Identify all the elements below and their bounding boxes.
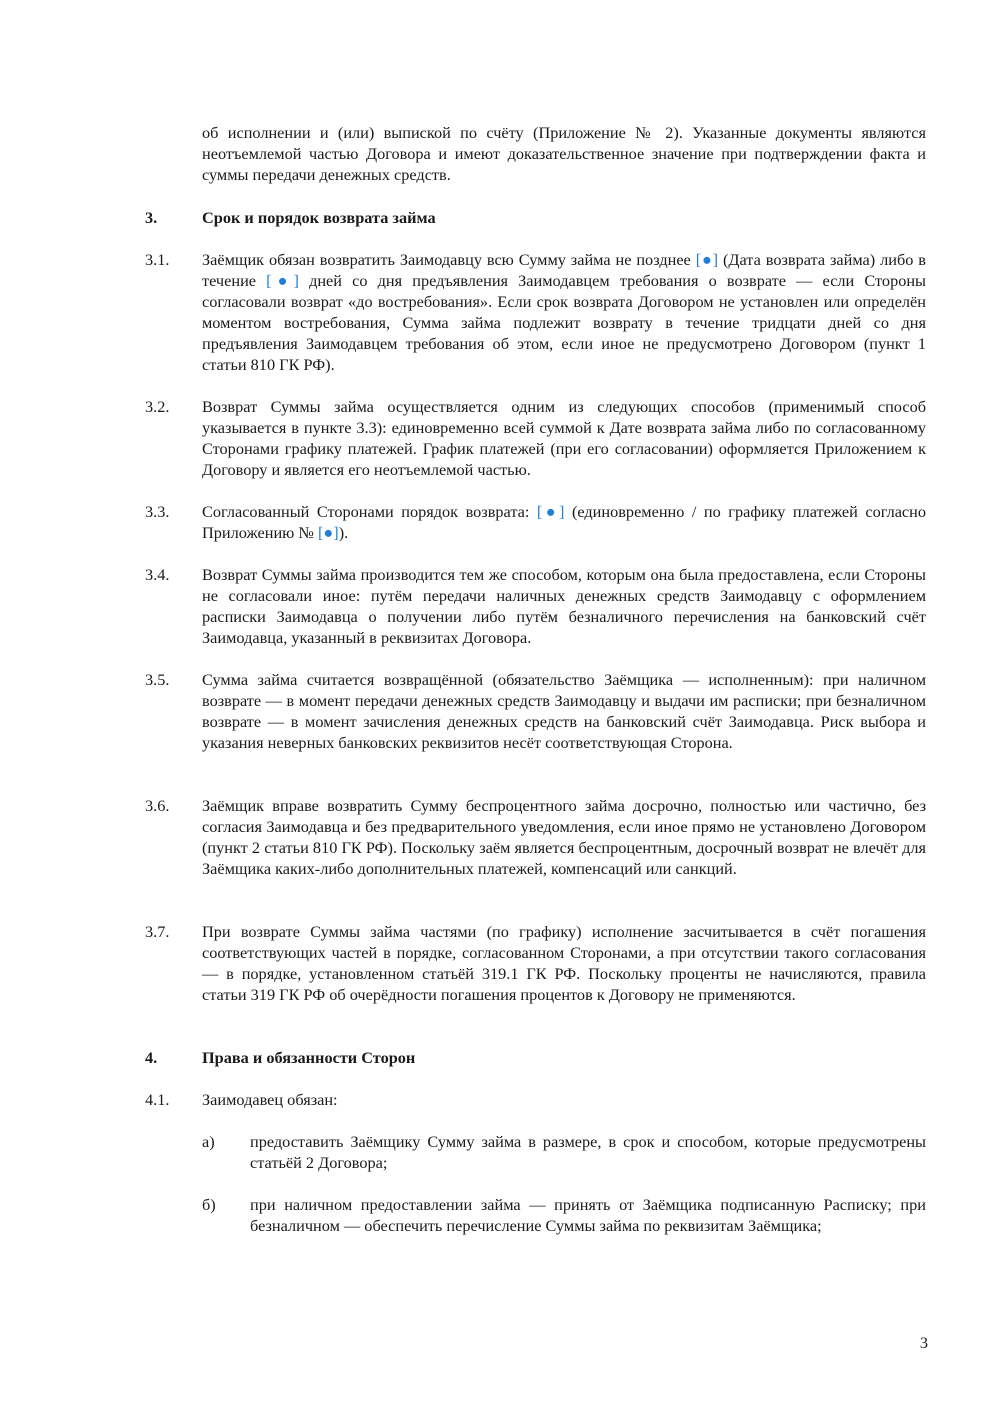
clause-3-1-number: 3.1. xyxy=(145,250,170,269)
placeholder-days[interactable]: [●] xyxy=(266,271,299,290)
section-3-title: Срок и порядок возврата займа xyxy=(202,208,436,227)
clause-3-4-text: Возврат Суммы займа производится тем же способом, которым она была предоставлена, если Стороны не согласовали иное: путём передачи наличных денежных средств Заимодавцу с оформлением расписки Заимодавца о получении либо путём безналичного перечисления на банковский счёт Заимодавца, указанный в реквизитах Договора. xyxy=(202,565,926,647)
clause-4-1-text: Заимодавец обязан: xyxy=(202,1090,338,1109)
subitem-b-text: при наличном предоставлении займа — принять от Заёмщика подписанную Расписку; при безналичном — обеспечить перечисление Суммы займа по реквизитам Заёмщика; xyxy=(250,1195,926,1235)
clause-3-6-text: Заёмщик вправе возвратить Сумму беспроцентного займа досрочно, полностью или частично, без согласия Заимодавца и без предварительного уведомления, если иное прямо не установлено Договором (пункт 2 статьи 810 ГК РФ). Поскольку заём является беспроцентным, досрочный возврат не влечёт для Заёмщика каких-либо дополнительных платежей, компенсаций или санкций. xyxy=(202,796,926,878)
intro-paragraph: об исполнении и (или) выпиской по счёту (Приложение № 2). Указанные документы являются неотъемлемой частью Договора и имеют доказательственное значение при подтверждении факта и суммы передачи денежных средств. xyxy=(202,123,926,184)
section-3-number: 3. xyxy=(145,208,158,227)
clause-3-7-number: 3.7. xyxy=(145,922,170,941)
subitem-b-letter: б) xyxy=(202,1195,216,1214)
clause-3-7-text: При возврате Суммы займа частями (по графику) исполнение засчитывается в счёт погашения соответствующих частей в порядке, согласованном Сторонами, а при отсутствии такого согласования — в порядке, установленном статьёй 319.1 ГК РФ. Поскольку проценты не начисляются, правила статьи 319 ГК РФ об очерёдности погашения процентов к Договору не применяются. xyxy=(202,922,926,1004)
placeholder-return-date[interactable]: [●] xyxy=(695,250,719,269)
clause-3-5-number: 3.5. xyxy=(145,670,170,689)
clause-3-3-text: Согласованный Сторонами порядок возврата: [●] (единовременно / по графику платежей согласно Приложению № [●]). xyxy=(202,502,926,542)
subitem-a-text: предоставить Заёмщику Сумму займа в размере, в срок и способом, которые предусмотрены статьёй 2 Договора; xyxy=(250,1132,926,1172)
clause-3-3-number: 3.3. xyxy=(145,502,170,521)
placeholder-appendix-number[interactable]: [●] xyxy=(318,523,339,542)
clause-3-4-number: 3.4. xyxy=(145,565,170,584)
placeholder-return-order[interactable]: [●] xyxy=(536,502,565,521)
clause-3-1-text: Заёмщик обязан возвратить Заимодавцу всю Сумму займа не позднее [●] (Дата возврата займа) либо в течение [●] дней со дня предъявления Заимодавцем требования о возврате — если Стороны согласовали возврат «до востребования». Если срок возврата Договором не установлен или определён моментом востребования, Сумма займа подлежит возврату в течение тридцати дней со дня предъявления Заимодавцем требования об этом, если иное не предусмотрено Договором (пункт 1 статьи 810 ГК РФ). xyxy=(202,250,926,374)
page-number: 3 xyxy=(919,1333,928,1352)
clause-3-6-number: 3.6. xyxy=(145,796,170,815)
clause-3-2-number: 3.2. xyxy=(145,397,170,416)
clause-4-1-number: 4.1. xyxy=(145,1090,170,1109)
section-4-title: Права и обязанности Сторон xyxy=(202,1048,416,1067)
subitem-a-letter: а) xyxy=(202,1132,215,1151)
section-4-number: 4. xyxy=(145,1048,158,1067)
clause-3-5-text: Сумма займа считается возвращённой (обязательство Заёмщика — исполненным): при наличном возврате — в момент передачи денежных средств Заимодавцу и выдачи им расписки; при безналичном возврате — в момент зачисления денежных средств на банковский счёт Заимодавца. Риск выбора и указания неверных банковских реквизитов несёт соответствующая Сторона. xyxy=(202,670,926,752)
clause-3-2-text: Возврат Суммы займа осуществляется одним из следующих способов (применимый способ указывается в пункте 3.3): единовременно всей суммой к Дате возврата займа либо по согласованному Сторонами графику платежей. График платежей (при его согласовании) оформляется Приложением к Договору и является его неотъемлемой частью. xyxy=(202,397,926,479)
